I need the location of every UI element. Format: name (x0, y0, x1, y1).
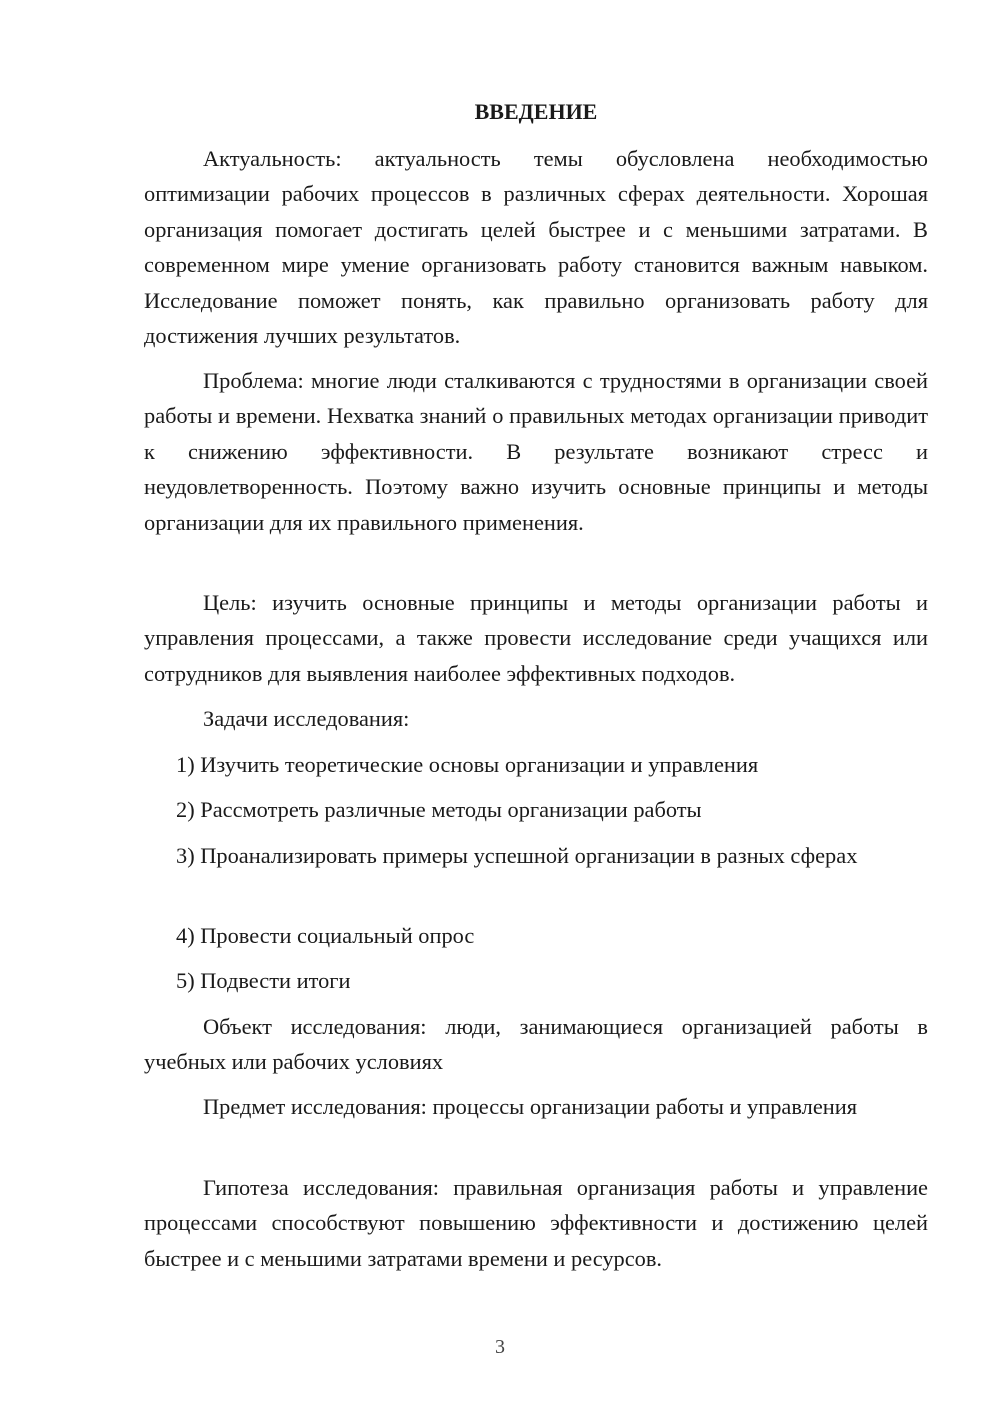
task-item-5: 5) Подвести итоги (176, 968, 351, 993)
task-item-2: 2) Рассмотреть различные методы организации работы (176, 797, 702, 822)
paragraph-hypothesis: Гипотеза исследования: правильная организация работы и управление процессами способствуют повышению эффективности и достижению целей быстрее и с меньшими затратами времени и ресурсов. (144, 1175, 928, 1271)
paragraph-object: Объект исследования: люди, занимающиеся организацией работы в учебных или рабочих условиях (144, 1014, 928, 1075)
task-item-3: 3) Проанализировать примеры успешной организации в разных сферах (176, 843, 858, 868)
paragraph-goal: Цель: изучить основные принципы и методы организации работы и управления процессами, а также провести исследование среди учащихся или сотрудников для выявления наиболее эффективных подходов. (144, 590, 928, 686)
task-item-4: 4) Провести социальный опрос (176, 923, 475, 948)
paragraph-relevance: Актуальность: актуальность темы обусловлена необходимостью оптимизации рабочих процессов в различных сферах деятельности. Хорошая организация помогает достигать целей быстрее и с меньшими затратами. В современном мире умение организовать работу становится важным навыком. Исследование поможет понять, как правильно организовать работу для достижения лучших результатов. (144, 146, 928, 349)
paragraph-subject: Предмет исследования: процессы организации работы и управления (203, 1094, 858, 1119)
tasks-title: Задачи исследования: (203, 706, 410, 731)
paragraph-problem: Проблема: многие люди сталкиваются с трудностями в организации своей работы и времени. Нехватка знаний о правильных методах организации приводит к снижению эффективности. В результате возникают стресс и неудовлетворенность. Поэтому важно изучить основные принципы и методы организации для их правильного применения. (144, 368, 928, 535)
page-title: ВВЕДЕНИЕ (474, 99, 598, 124)
page-number: 3 (495, 1336, 505, 1358)
task-item-1: 1) Изучить теоретические основы организации и управления (176, 752, 759, 777)
